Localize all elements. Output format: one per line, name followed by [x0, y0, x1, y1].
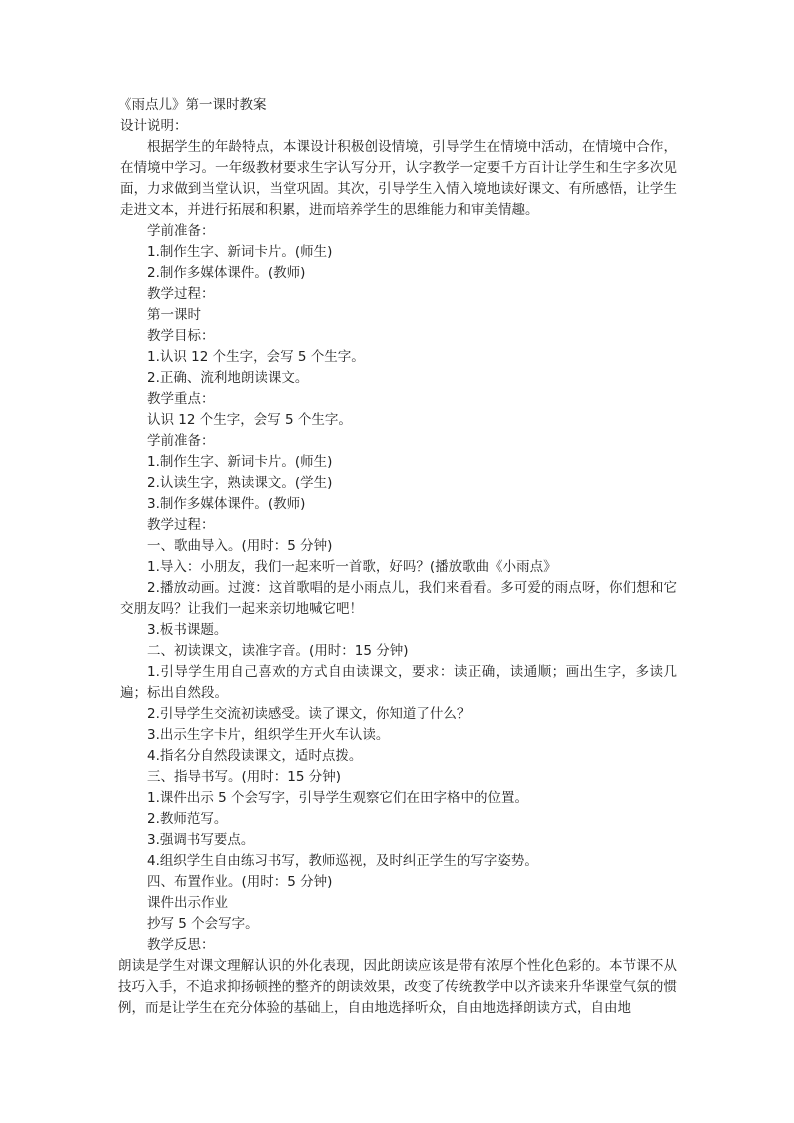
- section-title-3: 三、指导书写。(用时：15 分钟): [147, 769, 342, 785]
- section-item: 1.导入：小朋友，我们一起来听一首歌，好吗？(播放歌曲《小雨点》: [147, 559, 557, 575]
- section-item: 2.引导学生交流初读感受。读了课文，你知道了什么？: [147, 706, 471, 722]
- key-text: 认识 12 个生字，会写 5 个生字。: [147, 412, 352, 428]
- prep-heading-2: 学前准备：: [147, 433, 215, 449]
- section-title-4: 四、布置作业。(用时：5 分钟): [147, 874, 333, 890]
- prep-item: 3.制作多媒体课件。(教师): [147, 496, 306, 512]
- section-title-2: 二、初读课文，读准字音。(用时：15 分钟): [147, 643, 409, 659]
- section-item: 3.板书课题。: [147, 622, 228, 638]
- reflection-paragraph: 朗读是学生对课文理解认识的外化表现，因此朗读应该是带有浓厚个性化色彩的。本节课不从技巧入手，不追求抑扬顿挫的整齐的朗读效果，改变了传统教学中以齐读来升华课堂气氛的惯例，而是让学生在充分体验的基础上，自由地选择听众，自由地选择朗读方式，自由地: [118, 958, 677, 1016]
- homework-text: 抄写 5 个会写字。: [147, 916, 259, 932]
- goal-item: 2.正确、流利地朗读课文。: [147, 370, 309, 386]
- section-item: 3.强调书写要点。: [147, 832, 255, 848]
- section-item: 1.课件出示 5 个会写字，引导学生观察它们在田字格中的位置。: [147, 790, 529, 806]
- design-heading: 设计说明：: [120, 118, 188, 134]
- document-title: 《雨点儿》第一课时教案: [118, 97, 267, 113]
- prep-item: 1.制作生字、新词卡片。(师生): [147, 244, 333, 260]
- prep-item: 1.制作生字、新词卡片。(师生): [147, 454, 333, 470]
- section-item: 2.播放动画。过渡：这首歌唱的是小雨点儿，我们来看看。多可爱的雨点呀，你们想和它交朋友吗？让我们一起来亲切地喊它吧！: [120, 580, 677, 617]
- homework-label: 课件出示作业: [147, 895, 228, 911]
- prep-item: 2.制作多媒体课件。(教师): [147, 265, 306, 281]
- section-item: 4.指名分自然段读课文，适时点拨。: [147, 748, 363, 764]
- section-item: 2.教师范写。: [147, 811, 228, 827]
- section-title-1: 一、歌曲导入。(用时：5 分钟): [147, 538, 333, 554]
- section-item: 3.出示生字卡片，组织学生开火车认读。: [147, 727, 390, 743]
- section-item: 1.引导学生用自己喜欢的方式自由读课文，要求：读正确，读通顺；画出生字，多读几遍；标出自然段。: [120, 664, 677, 701]
- prep-item: 2.认读生字，熟读课文。(学生): [147, 475, 333, 491]
- goals-heading: 教学目标：: [147, 328, 215, 344]
- goal-item: 1.认识 12 个生字，会写 5 个生字。: [147, 349, 365, 365]
- process-heading-2: 教学过程：: [147, 517, 215, 533]
- process-heading-1: 教学过程：: [147, 286, 215, 302]
- prep-heading-1: 学前准备：: [147, 223, 215, 239]
- lesson-label: 第一课时: [147, 307, 201, 323]
- section-item: 4.组织学生自由练习书写，教师巡视，及时纠正学生的写字姿势。: [147, 853, 538, 869]
- key-heading: 教学重点：: [147, 391, 215, 407]
- document-page: [120, 95, 677, 1019]
- design-paragraph: 根据学生的年龄特点，本课设计积极创设情境，引导学生在情境中活动，在情境中合作，在情境中学习。一年级教材要求生字认写分开，认字教学一定要千方百计让学生和生字多次见面，力求做到当堂认识，当堂巩固。其次，引导学生入情入境地读好课文、有所感悟，让学生走进文本，并进行拓展和积累，进而培养学生的思维能力和审美情趣。: [120, 139, 677, 218]
- reflection-heading: 教学反思：: [147, 937, 215, 953]
